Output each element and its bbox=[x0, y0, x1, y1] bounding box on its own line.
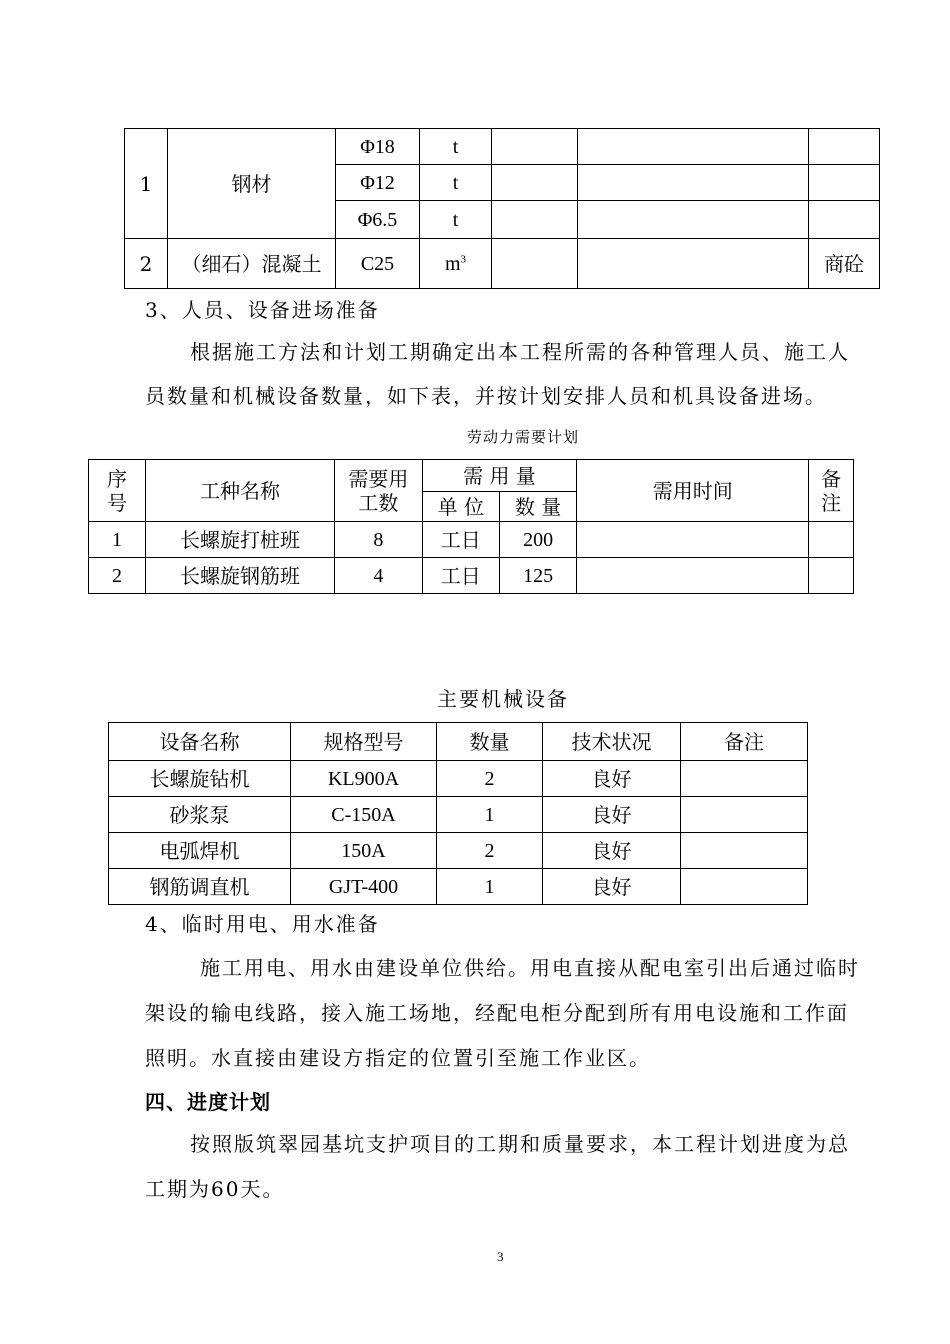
cell-note bbox=[809, 522, 854, 558]
materials-table bbox=[124, 128, 880, 289]
section3-title: 3、人员、设备进场准备 bbox=[145, 298, 380, 322]
section4-title: 4、临时用电、用水准备 bbox=[145, 912, 380, 936]
cell-time bbox=[577, 558, 809, 594]
header-days bbox=[335, 460, 422, 522]
header-days-line2: 工数 bbox=[358, 490, 399, 515]
cell-days: 4 bbox=[335, 558, 422, 594]
header-no bbox=[89, 460, 146, 522]
empty-cell bbox=[809, 165, 880, 201]
header-need: 需 用 量 bbox=[422, 460, 577, 492]
cell-name: 长螺旋钻机 bbox=[109, 761, 291, 797]
cell-time bbox=[577, 522, 809, 558]
header-no-line1: 序 bbox=[106, 466, 127, 491]
section3-paragraph-line1: 根据施工方法和计划工期确定出本工程所需的各种管理人员、施工人 bbox=[190, 340, 850, 364]
empty-cell bbox=[578, 165, 809, 201]
section4-line1: 施工用电、用水由建设单位供给。用电直接从配电室引出后通过临时 bbox=[200, 956, 860, 980]
cell-note bbox=[809, 558, 854, 594]
material-no: 2 bbox=[125, 239, 168, 289]
labor-table-caption: 劳动力需要计划 bbox=[467, 428, 580, 446]
empty-cell bbox=[578, 129, 809, 165]
equipment-table-caption: 主要机械设备 bbox=[437, 687, 569, 711]
cell-qty: 1 bbox=[437, 797, 543, 833]
labor-table bbox=[88, 459, 854, 594]
header-note: 备注 bbox=[681, 723, 808, 761]
material-no: 1 bbox=[125, 129, 168, 239]
cell-condition: 良好 bbox=[543, 797, 681, 833]
cell-model: GJT-400 bbox=[291, 869, 437, 905]
page-number: 3 bbox=[497, 1249, 504, 1264]
header-time: 需用时间 bbox=[577, 460, 809, 522]
cell-qty: 2 bbox=[437, 833, 543, 869]
header-unit: 单 位 bbox=[422, 492, 499, 522]
cell-type: 长螺旋打桩班 bbox=[145, 522, 334, 558]
header-model: 规格型号 bbox=[291, 723, 437, 761]
material-unit: t bbox=[420, 201, 492, 239]
material-unit: t bbox=[420, 165, 492, 201]
equipment-table bbox=[108, 722, 808, 905]
table-row bbox=[109, 797, 808, 833]
header-note-line1: 备 bbox=[821, 466, 842, 491]
empty-cell bbox=[492, 201, 578, 239]
header-no-line2: 号 bbox=[106, 490, 127, 515]
cell-note bbox=[681, 797, 808, 833]
header-type: 工种名称 bbox=[145, 460, 334, 522]
header-note-line2: 注 bbox=[821, 490, 842, 515]
material-note: 商砼 bbox=[809, 239, 880, 289]
cell-name: 电弧焊机 bbox=[109, 833, 291, 869]
material-spec: C25 bbox=[336, 239, 420, 289]
cell-model: 150A bbox=[291, 833, 437, 869]
material-spec: Φ12 bbox=[336, 165, 420, 201]
cell-qty: 200 bbox=[499, 522, 576, 558]
cell-type: 长螺旋钢筋班 bbox=[145, 558, 334, 594]
empty-cell bbox=[492, 129, 578, 165]
cell-name: 钢筋调直机 bbox=[109, 869, 291, 905]
cell-condition: 良好 bbox=[543, 833, 681, 869]
cell-unit: 工日 bbox=[422, 522, 499, 558]
cell-name: 砂浆泵 bbox=[109, 797, 291, 833]
empty-cell bbox=[809, 201, 880, 239]
schedule-line2: 工期为60天。 bbox=[145, 1177, 285, 1201]
cell-condition: 良好 bbox=[543, 869, 681, 905]
section4-line2: 架设的输电线路，接入施工场地，经配电柜分配到所有用电设施和工作面 bbox=[145, 1001, 849, 1025]
schedule-heading: 四、进度计划 bbox=[145, 1090, 271, 1114]
table-header-row bbox=[109, 723, 808, 761]
material-name: （细石）混凝土 bbox=[168, 239, 336, 289]
header-qty: 数量 bbox=[437, 723, 543, 761]
cell-note bbox=[681, 869, 808, 905]
unit-superscript: 3 bbox=[460, 252, 467, 265]
cell-qty: 125 bbox=[499, 558, 576, 594]
cell-qty: 1 bbox=[437, 869, 543, 905]
material-unit: t bbox=[420, 129, 492, 165]
table-row bbox=[109, 869, 808, 905]
header-qty: 数 量 bbox=[499, 492, 576, 522]
material-spec: Φ6.5 bbox=[336, 201, 420, 239]
schedule-line1: 按照版筑翠园基坑支护项目的工期和质量要求，本工程计划进度为总 bbox=[190, 1132, 850, 1156]
section3-paragraph-line2: 员数量和机械设备数量，如下表，并按计划安排人员和机具设备进场。 bbox=[145, 384, 827, 408]
table-row bbox=[89, 522, 854, 558]
material-name: 钢材 bbox=[168, 129, 336, 239]
cell-qty: 2 bbox=[437, 761, 543, 797]
table-row bbox=[109, 833, 808, 869]
header-note bbox=[809, 460, 854, 522]
empty-cell bbox=[809, 129, 880, 165]
cell-unit: 工日 bbox=[422, 558, 499, 594]
cell-no: 1 bbox=[89, 522, 146, 558]
cell-model: C-150A bbox=[291, 797, 437, 833]
table-row bbox=[109, 761, 808, 797]
cell-model: KL900A bbox=[291, 761, 437, 797]
section4-line3: 照明。水直接由建设方指定的位置引至施工作业区。 bbox=[145, 1046, 651, 1070]
table-row bbox=[89, 558, 854, 594]
empty-cell bbox=[492, 239, 578, 289]
empty-cell bbox=[578, 239, 809, 289]
unit-base: m bbox=[444, 252, 461, 275]
empty-cell bbox=[578, 201, 809, 239]
cell-condition: 良好 bbox=[543, 761, 681, 797]
header-condition: 技术状况 bbox=[543, 723, 681, 761]
cell-no: 2 bbox=[89, 558, 146, 594]
header-name: 设备名称 bbox=[109, 723, 291, 761]
header-days-line1: 需要用 bbox=[348, 466, 409, 491]
material-unit bbox=[420, 239, 492, 289]
cell-note bbox=[681, 761, 808, 797]
cell-days: 8 bbox=[335, 522, 422, 558]
material-spec: Φ18 bbox=[336, 129, 420, 165]
cell-note bbox=[681, 833, 808, 869]
empty-cell bbox=[492, 165, 578, 201]
